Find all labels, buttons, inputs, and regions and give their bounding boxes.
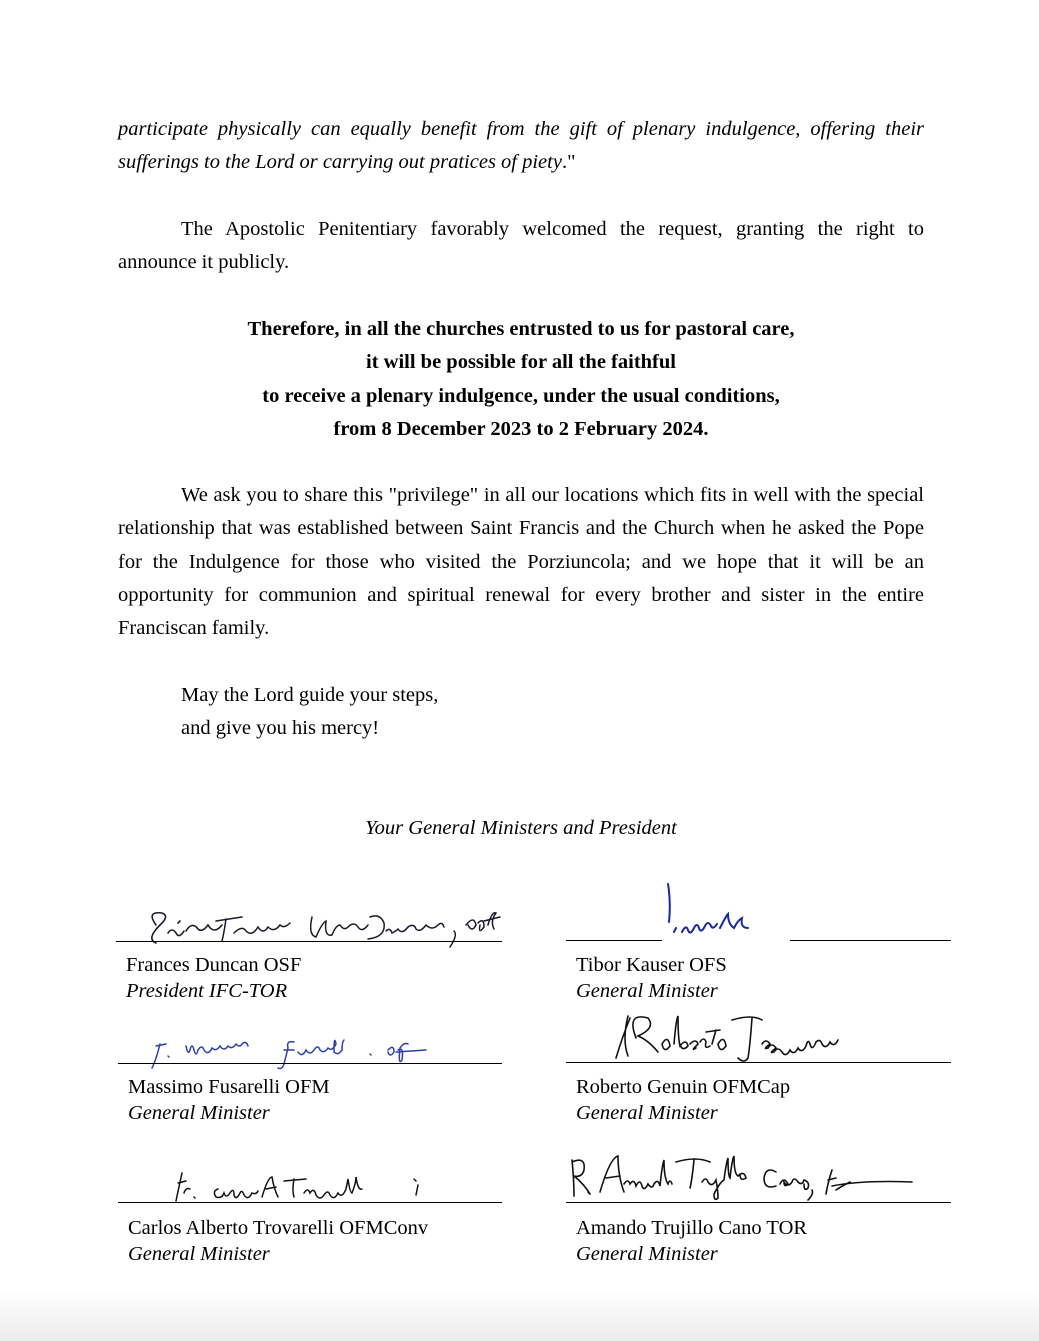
announcement-line: from 8 December 2023 to 2 February 2024. [333,417,709,440]
announcement-line: Therefore, in all the churches entrusted to us for pastoral care, [247,318,795,340]
paragraph-indulgence-quote [118,113,924,180]
signatory-name: Massimo Fusarelli OFM [128,1076,330,1098]
quote-close: ." [561,151,576,174]
signoff-line: Your General Ministers and President [365,817,677,839]
closing-line: May the Lord guide your steps, [181,684,439,706]
announcement-line: to receive a plenary indulgence, under the usual conditions, [262,384,780,407]
handwritten-signature [566,1150,966,1210]
handwritten-signature [116,895,516,955]
handwritten-signature [566,1010,966,1080]
announcement-block [118,313,924,446]
quote-text: participate physically can equally benefit from the gift of plenary indulgence, offering their sufferings to the Lord or carrying out pratices of piety [118,118,924,174]
paragraph-penitentiary: The Apostolic Penitentiary favorably welcomed the request, granting the right to announce it publicly. [118,218,924,274]
signatory-role: General Minister [576,1102,718,1124]
signatory-role: General Minister [128,1243,270,1265]
signatory-role: President IFC-TOR [126,980,288,1002]
handwritten-signature [118,1030,518,1080]
signatory-name: Tibor Kauser OFS [576,954,727,976]
signatory-name: Frances Duncan OSF [126,954,302,976]
signatory-name: Roberto Genuin OFMCap [576,1076,791,1098]
announcement-line: it will be possible for all the faithful [366,351,676,374]
page-bottom-shadow [0,1290,1039,1341]
closing-blessing [181,679,438,746]
paragraph-request: We ask you to share this "privilege" in all our locations which fits in well with the special relationship that was established between Saint Francis and the Church when he asked the Pope for the Indulgence for those who visited the Porziuncola; and we hope that it will be an opportunity for communion and spiritual renewal for every brother and sister in the entire Franciscan family. [118,484,924,640]
signatory-name: Amando Trujillo Cano TOR [576,1217,808,1239]
signatory-role: General Minister [576,980,718,1002]
signatory-role: General Minister [128,1102,270,1124]
handwritten-signature [118,1165,518,1215]
closing-line: and give you his mercy! [181,717,380,740]
signatory-name: Carlos Alberto Trovarelli OFMConv [128,1217,429,1239]
signatory-role: General Minister [576,1243,718,1265]
